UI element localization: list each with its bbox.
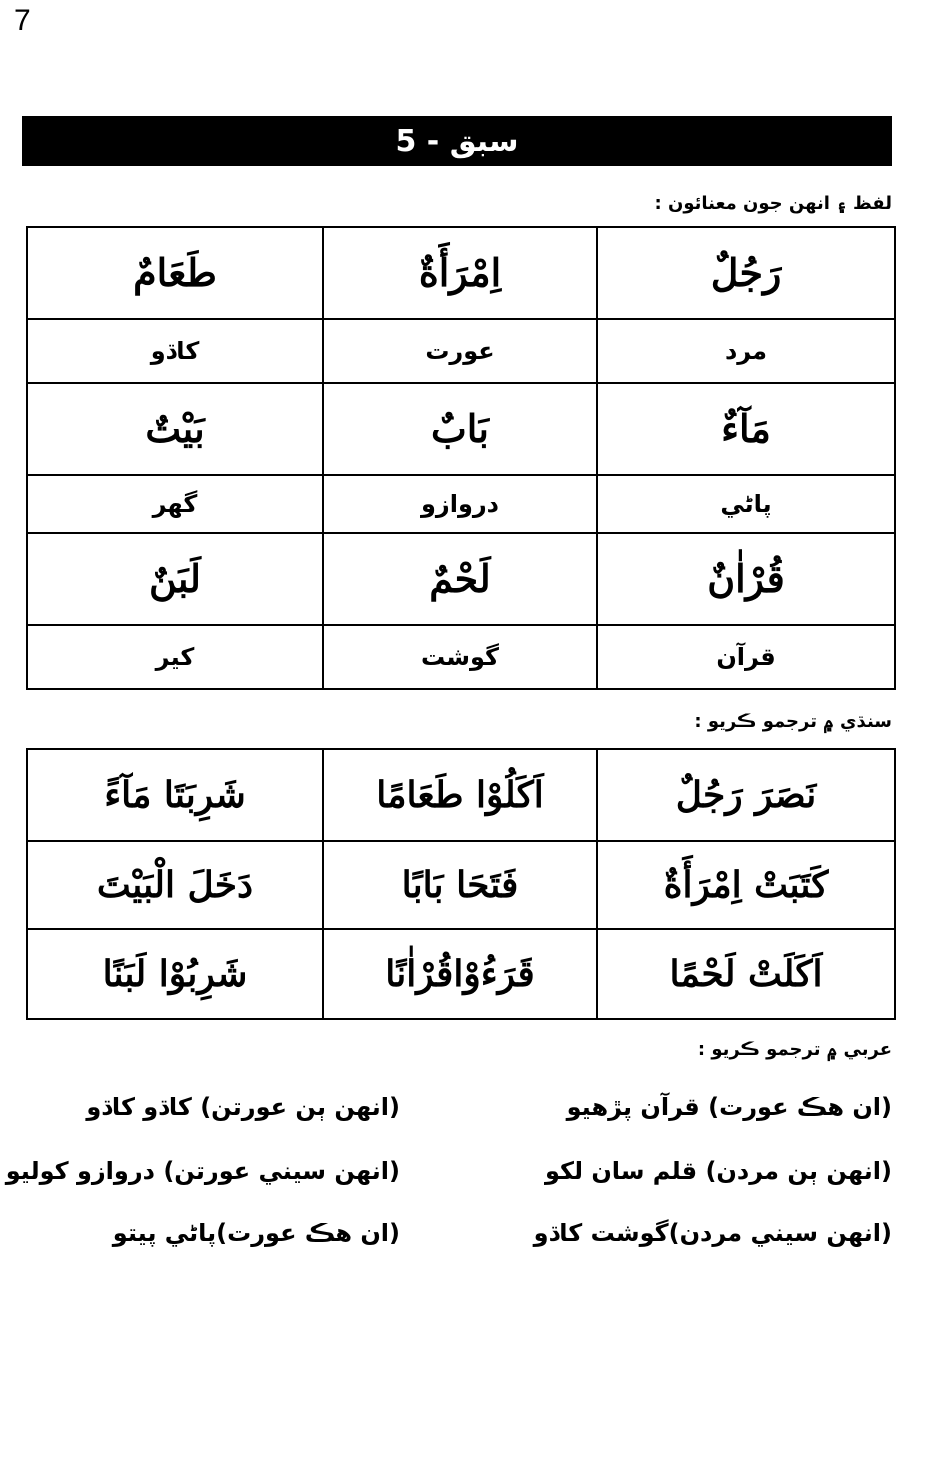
vocab-cell: لَحْمٌ <box>323 533 597 625</box>
table-row <box>27 841 895 929</box>
table-row <box>27 749 895 841</box>
exercise-item: (انهن ٻن مردن) قلم سان لکو <box>544 1157 892 1185</box>
sentence-cell: شَرِبُوْا لَبَنًا <box>27 929 323 1019</box>
vocab-cell: پاڻي <box>597 475 895 533</box>
sentence-cell: كَتَبَتْ اِمْرَأَةٌ <box>597 841 895 929</box>
table-row <box>27 227 895 319</box>
exercise-item: (ان هڪ عورت) قرآن پڙهيو <box>566 1093 892 1121</box>
sentence-cell: اَكَلُوْا طَعَامًا <box>323 749 597 841</box>
vocab-cell: قرآن <box>597 625 895 689</box>
vocab-cell: کير <box>27 625 323 689</box>
vocab-cell: دروازو <box>323 475 597 533</box>
vocab-heading: لفظ ۽ انهن جون معنائون : <box>654 193 892 214</box>
vocab-cell: مَآءٌ <box>597 383 895 475</box>
exercise-item: (انهن ٻن عورتن) کاڌو کاڌو <box>86 1093 400 1121</box>
vocab-cell: گوشت <box>323 625 597 689</box>
vocab-cell: بَيْتٌ <box>27 383 323 475</box>
sentence-table <box>26 748 896 1020</box>
vocab-cell: گهر <box>27 475 323 533</box>
lesson-title: سبق - 5 <box>395 123 519 159</box>
sentence-cell: دَخَلَ الْبَيْتَ <box>27 841 323 929</box>
vocab-cell: رَجُلٌ <box>597 227 895 319</box>
sentence-cell: شَرِبَتَا مَآءً <box>27 749 323 841</box>
sentence-cell: نَصَرَ رَجُلٌ <box>597 749 895 841</box>
vocab-table <box>26 226 896 690</box>
exercise-item: (انهن سيني عورتن) دروازو کوليو <box>5 1157 400 1185</box>
vocab-cell: قُرْاٰنٌ <box>597 533 895 625</box>
sentence-cell: فَتَحَا بَابًا <box>323 841 597 929</box>
sentence-cell: اَكَلَتْ لَحْمًا <box>597 929 895 1019</box>
table-row <box>27 533 895 625</box>
arabic-translation-heading: عربي ۾ ترجمو ڪريو : <box>697 1039 892 1060</box>
sindhi-translation-heading: سنڌي ۾ ترجمو ڪريو : <box>694 711 892 732</box>
vocab-cell: بَابٌ <box>323 383 597 475</box>
table-row <box>27 475 895 533</box>
table-row <box>27 625 895 689</box>
exercise-item: (انهن سيني مردن)گوشت کاڌو <box>533 1219 892 1247</box>
vocab-cell: طَعَامٌ <box>27 227 323 319</box>
vocab-cell: مرد <box>597 319 895 383</box>
table-row <box>27 383 895 475</box>
vocab-cell: لَبَنٌ <box>27 533 323 625</box>
exercise-item: (ان هڪ عورت)پاڻي پيتو <box>112 1219 400 1247</box>
table-row <box>27 929 895 1019</box>
vocab-cell: کاڌو <box>27 319 323 383</box>
page-number: 7 <box>14 4 31 37</box>
lesson-banner <box>22 116 892 166</box>
sentence-cell: قَرَءُوْاقُرْاٰنًا <box>323 929 597 1019</box>
vocab-cell: عورت <box>323 319 597 383</box>
table-row <box>27 319 895 383</box>
vocab-cell: اِمْرَأَةٌ <box>323 227 597 319</box>
